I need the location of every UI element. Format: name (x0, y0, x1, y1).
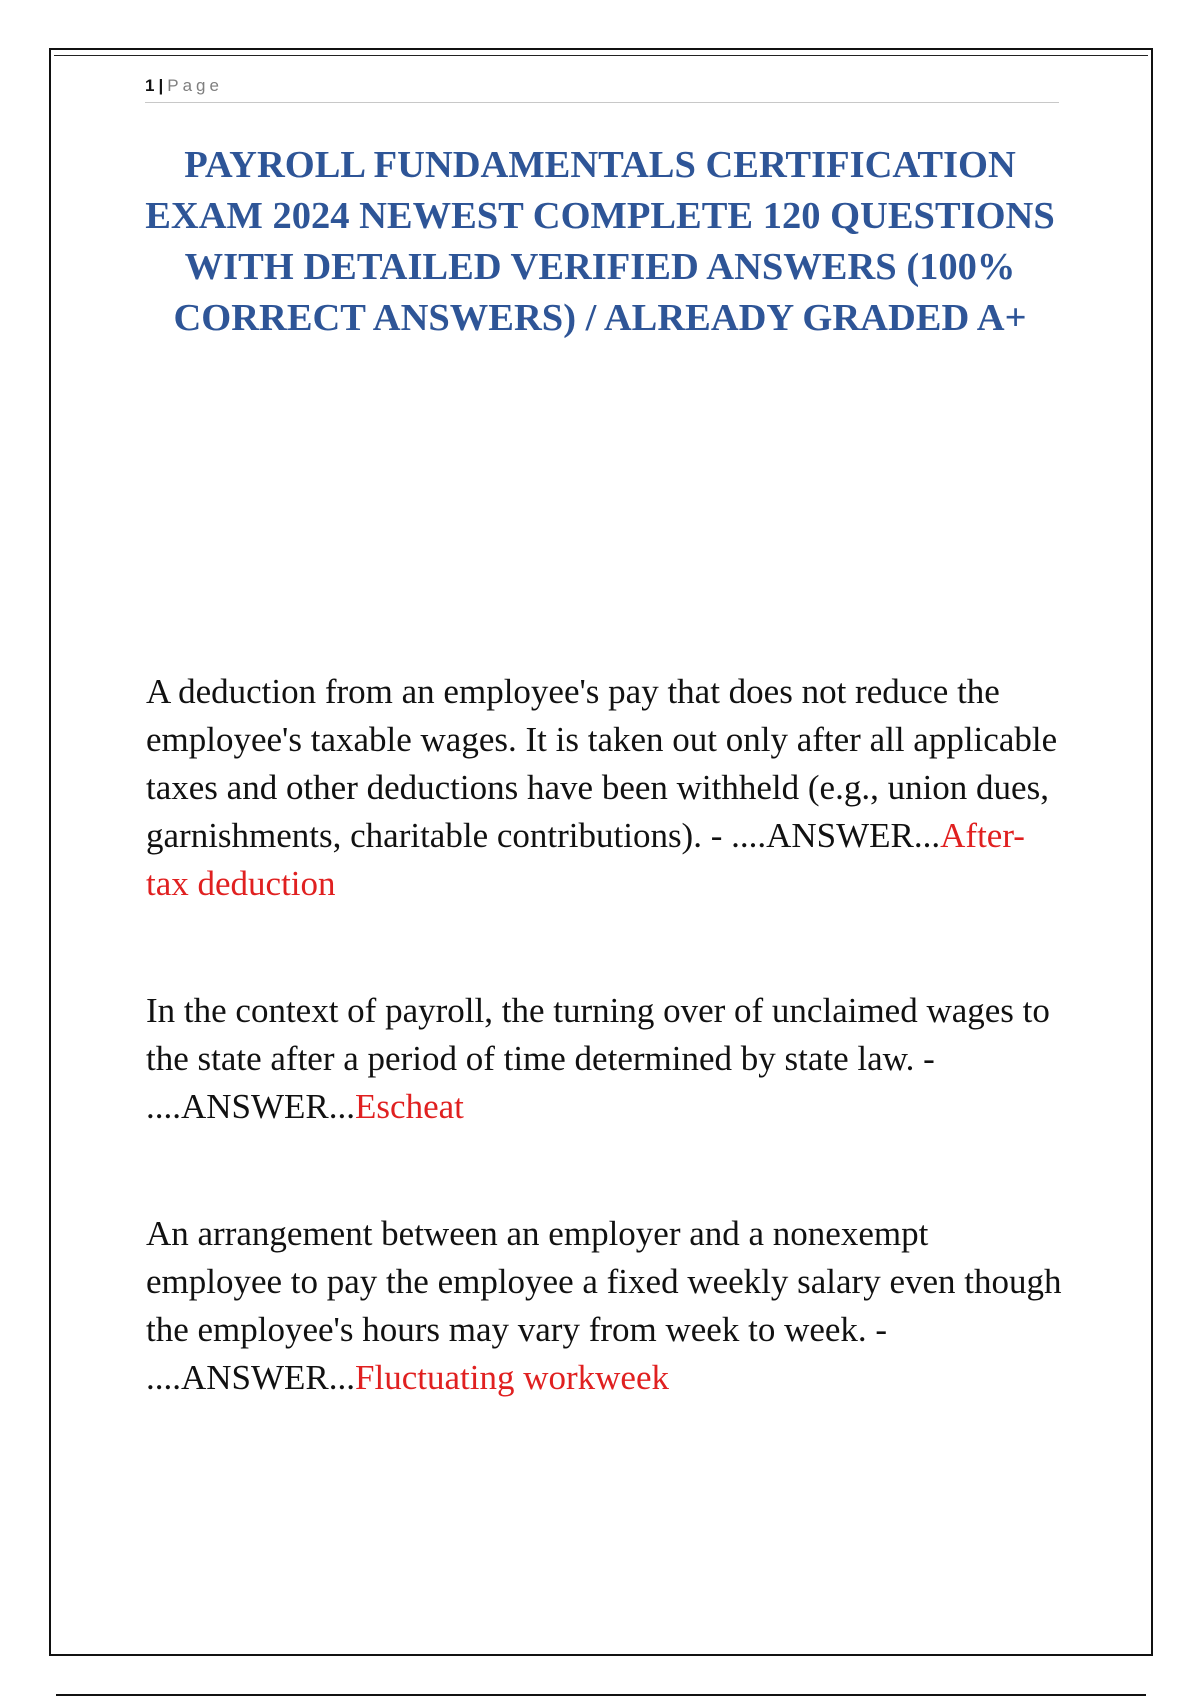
question-item (146, 668, 1066, 908)
document-title: PAYROLL FUNDAMENTALS CERTIFICATION EXAM 2024 NEWEST COMPLETE 120 QUESTIONS WITH DETAILED VERIFIED ANSWERS (100% CORRECT ANSWERS) / ALREADY GRADED A+ (145, 144, 1055, 339)
answer-text: After-tax deduction (146, 816, 1025, 903)
bottom-rule (56, 1694, 1146, 1696)
page-label: Page (167, 76, 223, 95)
question-text: An arrangement between an employer and a nonexempt employee to pay the employee a fixed weekly salary even though the employee's hours may vary from week to week. - ....ANSWER... (146, 1214, 1062, 1397)
answer-text: Fluctuating workweek (355, 1358, 669, 1397)
question-item (146, 987, 1066, 1131)
question-text: In the context of payroll, the turning over of unclaimed wages to the state after a period of time determined by state law. - ....ANSWER... (146, 991, 1050, 1126)
answer-text: Escheat (355, 1087, 464, 1126)
question-text: A deduction from an employee's pay that does not reduce the employee's taxable wages. It is taken out only after all applicable taxes and other deductions have been withheld (e.g., union dues, garnishments, charitable contributions). - ....ANSWER... (146, 672, 1058, 855)
page-number: 1 (145, 76, 155, 95)
page-header-separator: | (158, 76, 164, 95)
page-header (145, 72, 1059, 103)
question-item (146, 1210, 1066, 1402)
